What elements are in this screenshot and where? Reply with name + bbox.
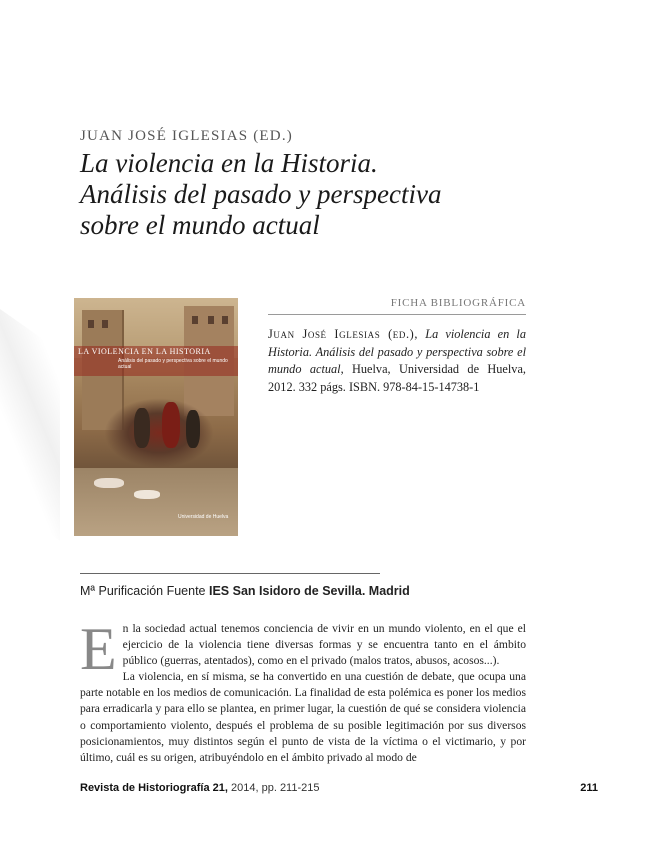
title-line: La violencia en la Historia. — [80, 148, 378, 178]
ficha-label: FICHA BIBLIOGRÁFICA — [390, 297, 526, 309]
reviewer-line — [80, 584, 410, 598]
reviewer-name: Mª Purificación Fuente — [80, 584, 206, 598]
book-cover-image — [74, 298, 238, 536]
ficha-details: , Huelva, Universidad de Huelva, 2012. 332 págs. ISBN. 978-84-15-14738-1 — [268, 362, 526, 394]
reviewer-affiliation: IES San Isidoro de Sevilla. Madrid — [209, 584, 410, 598]
page-number: 211 — [580, 782, 598, 794]
bibliographic-record — [268, 326, 526, 396]
ficha-divider — [268, 314, 526, 315]
title-line: sobre el mundo actual — [80, 210, 320, 240]
paragraph: La violencia, en sí misma, se ha convertido en una cuestión de debate, que ocupa una parte notable en los medios de comunicación. La finalidad de esta polémica es poner los medios para erradicarla y para ello se plantea, en primer lugar, la cuestión de qué se considera violencia o comportamiento violento, después el problema de su posible legitimación por sus diversos posicionamientos, muy distintos según el punto de vista de la víctima o el victimario, y por último, cuál es su origen, atribuyéndolo en el ámbito privado al modo de — [80, 670, 526, 764]
cover-subtitle: Análisis del pasado y perspectiva sobre el mundo actual — [118, 358, 228, 370]
citation: 2014, pp. 211-215 — [227, 782, 320, 794]
title-line: Análisis del pasado y perspectiva — [80, 179, 442, 209]
book-author: JUAN JOSÉ IGLESIAS (ED.) — [80, 128, 293, 144]
cover-publisher: Universidad de Huelva — [178, 514, 229, 520]
page-footer — [80, 782, 598, 794]
cover-title: LA VIOLENCIA EN LA HISTORIA — [78, 347, 211, 356]
ficha-author: Juan José Iglesias (ed.), — [268, 327, 419, 341]
book-title — [80, 148, 550, 241]
ficha-book-title: La violencia en la Historia. Análisis del pasado y perspectiva sobre el mundo actual — [268, 327, 526, 376]
journal-name: Revista de Historiografía 21, — [80, 782, 228, 794]
page-shadow — [0, 309, 60, 541]
section-divider — [80, 573, 380, 574]
review-body — [80, 616, 526, 766]
drop-cap: E — [80, 616, 117, 682]
paragraph: n la sociedad actual tenemos conciencia de vivir en un mundo violento, en el que el ejercicio de la violencia tiene diversas formas y se encuentra tanto en el ámbito público (guerras, atentados), como en el privado (malos tratos, abusos, acosos...). — [122, 622, 526, 668]
